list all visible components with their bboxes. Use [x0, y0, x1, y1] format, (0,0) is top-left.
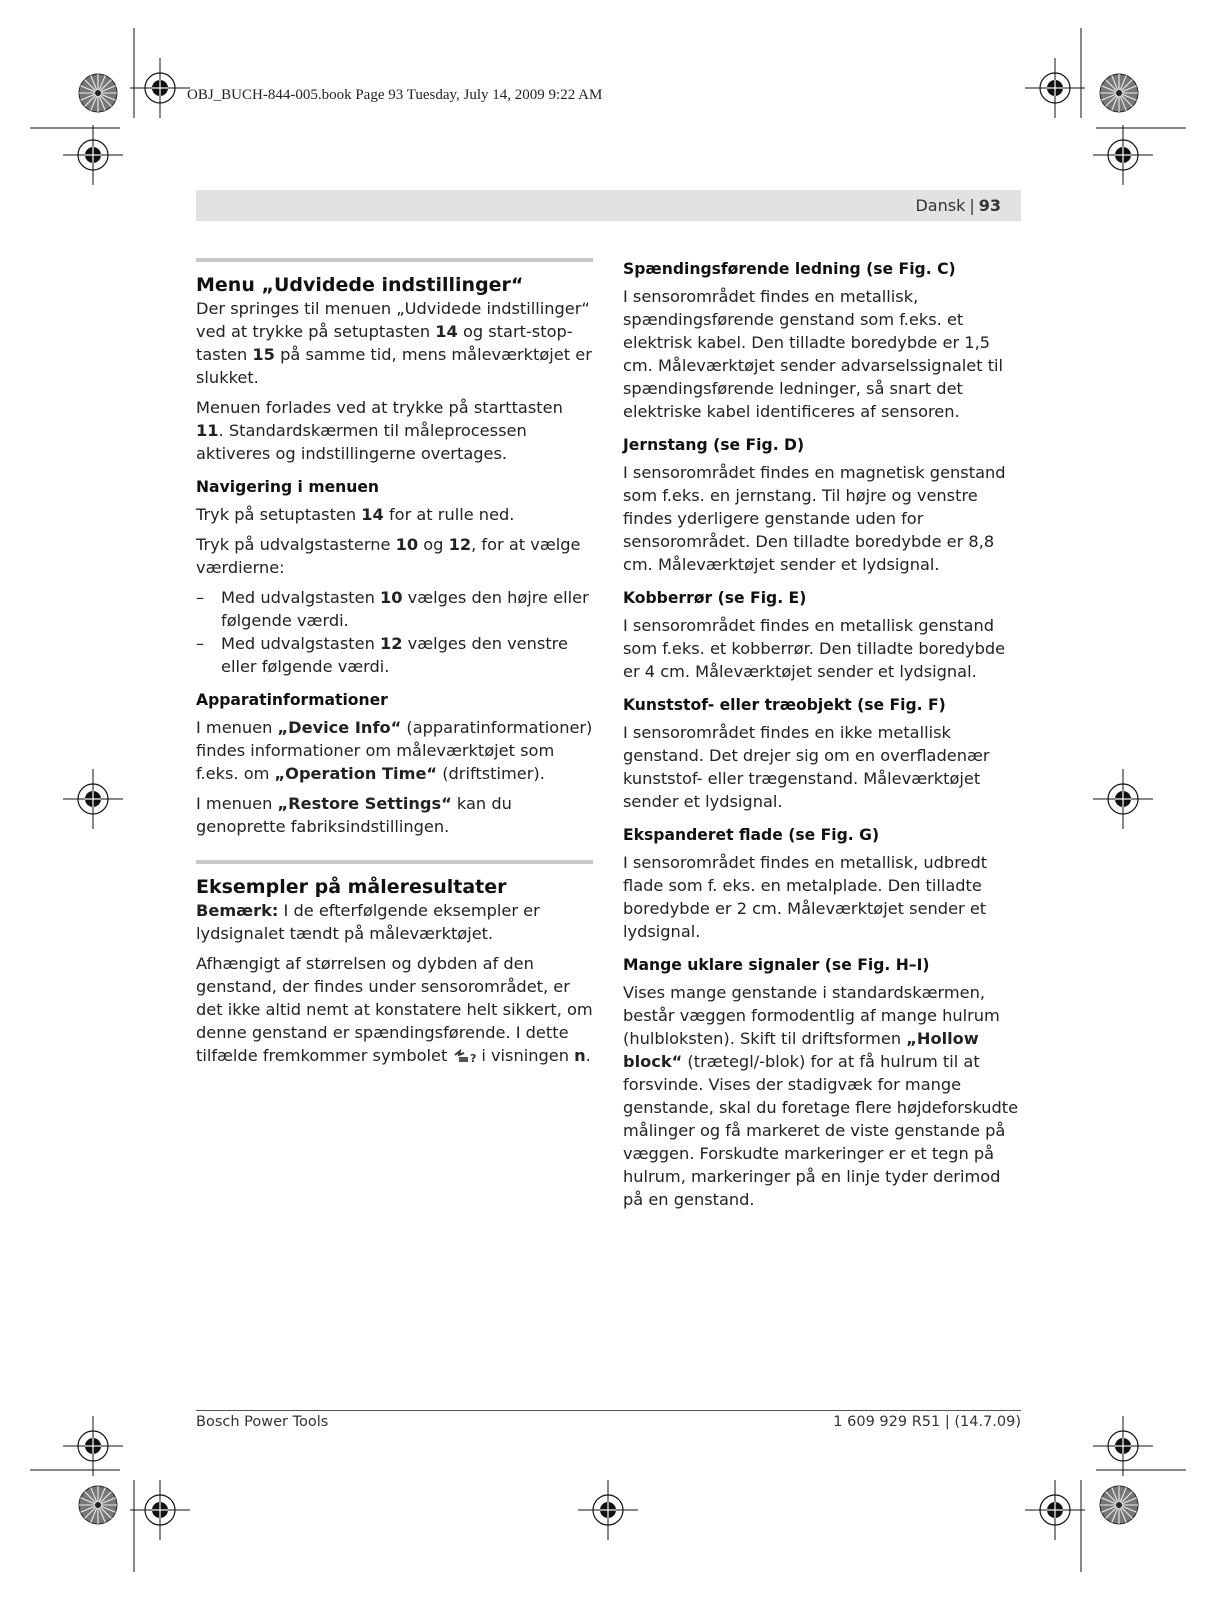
paragraph: I menuen „Restore Settings“ kan du genoprette fabriksindstillingen.	[196, 794, 512, 836]
paragraph: Menuen forlades ved at trykke på starttasten 11. Standardskærmen til måleprocessen aktiveres og indstillingerne overtages.	[196, 398, 563, 463]
section-divider	[196, 860, 593, 870]
header-language: Dansk	[915, 196, 966, 215]
voltage-uncertain-icon	[453, 1047, 475, 1070]
header-separator: |	[969, 196, 975, 215]
paragraph: Bemærk: I de efterfølgende eksempler er lydsignalet tændt på måleværktøjet.	[196, 901, 540, 943]
footer-divider	[196, 1410, 1021, 1411]
paragraph: Tryk på setuptasten 14 for at rulle ned.	[196, 505, 515, 524]
paragraph: I sensorområdet findes en metallisk genstand som f.eks. et kobberrør. Den tilladte boredybde er 4 cm. Måleværktøjet sender et lydsignal.	[623, 616, 1006, 681]
page-header	[196, 190, 1021, 221]
section-divider	[196, 258, 593, 268]
svg-text:?: ?	[470, 1052, 477, 1065]
section-title: Menu „Udvidede indstillinger“	[196, 274, 524, 296]
header-text	[915, 196, 1001, 215]
section-title: Eksempler på måleresultater	[196, 876, 507, 898]
paragraph: I menuen „Device Info“ (apparatinformationer) findes informationer om måleværktøjet som f.eks. om „Operation Time“ (driftstimer).	[196, 718, 593, 783]
subheading: Spændingsførende ledning (se Fig. C)	[623, 260, 956, 278]
subheading: Jernstang (se Fig. D)	[623, 436, 805, 454]
paragraph: Tryk på udvalgstasterne 10 og 12, for at vælge værdierne:	[196, 535, 581, 577]
paragraph: Vises mange genstande i standardskærmen, består væggen formodentlig af mange hulrum (hulbloksten). Skift til driftsformen „Hollow block“ (trætegl/-blok) for at få hulrum til at forsvinde. Vises der stadigvæk for mange genstande, skal du foretage flere højdeforskudte målinger og få markeret de viste genstande på væggen. Forskudte markeringer er et tegn på hulrum, markeringer på en linje tyder derimod på en genstand.	[623, 983, 1019, 1209]
print-slug: OBJ_BUCH-844-005.book Page 93 Tuesday, July 14, 2009 9:22 AM	[187, 87, 603, 103]
dash-bullet: –	[196, 634, 205, 653]
list-item: – Med udvalgstasten 10 vælges den højre eller følgende værdi.	[196, 588, 589, 630]
dash-list	[196, 586, 593, 678]
list-item: – Med udvalgstasten 12 vælges den venstre eller følgende værdi.	[196, 634, 568, 676]
section-block	[196, 860, 593, 1070]
paragraph: Afhængigt af størrelsen og dybden af den genstand, der findes under sensorområdet, er det ikke altid nemt at konstatere helt sikkert, om denne genstand er spændingsførende. I dette tilfælde fremkommer symbolet ? i visningen n.	[196, 952, 593, 1070]
subheading: Apparatinformationer	[196, 691, 388, 709]
subheading: Navigering i menuen	[196, 478, 380, 496]
page-number: 93	[978, 196, 1001, 215]
paragraph: I sensorområdet findes en metallisk, spændingsførende genstand som f.eks. et elektrisk kabel. Den tilladte boredybde er 1,5 cm. Måleværktøjet sender advarselssignalet til spændingsførende ledninger, så snart det elektriske kabel identificeres af sensoren.	[623, 287, 1004, 421]
dash-bullet: –	[196, 588, 205, 607]
footer-doc-number: 1 609 929 R51 | (14.7.09)	[833, 1414, 1021, 1430]
paragraph: Der springes til menuen „Udvidede indstillinger“ ved at trykke på setuptasten 14 og start-stop-tasten 15 på samme tid, mens måleværktøjet er slukket.	[196, 299, 592, 387]
subheading: Kunststof- eller træobjekt (se Fig. F)	[623, 696, 946, 714]
paragraph: I sensorområdet findes en magnetisk genstand som f.eks. en jernstang. Til højre og venstre findes yderligere genstande uden for sensorområdet. Den tilladte boredybde er 8,8 cm. Måleværktøjet sender et lydsignal.	[623, 463, 1006, 574]
left-column	[196, 258, 593, 1077]
footer-brand: Bosch Power Tools	[196, 1414, 329, 1430]
right-column	[623, 258, 1020, 1218]
paragraph: I sensorområdet findes en ikke metallisk genstand. Det drejer sig om en overfladenær kunststof- eller trægenstand. Måleværktøjet sender et lydsignal.	[623, 723, 990, 811]
subheading: Kobberrør (se Fig. E)	[623, 589, 807, 607]
subheading: Mange uklare signaler (se Fig. H–I)	[623, 956, 930, 974]
subheading: Ekspanderet flade (se Fig. G)	[623, 826, 880, 844]
paragraph: I sensorområdet findes en metallisk, udbredt flade som f. eks. en metalplade. Den tilladte boredybde er 2 cm. Måleværktøjet sender et lydsignal.	[623, 853, 988, 941]
